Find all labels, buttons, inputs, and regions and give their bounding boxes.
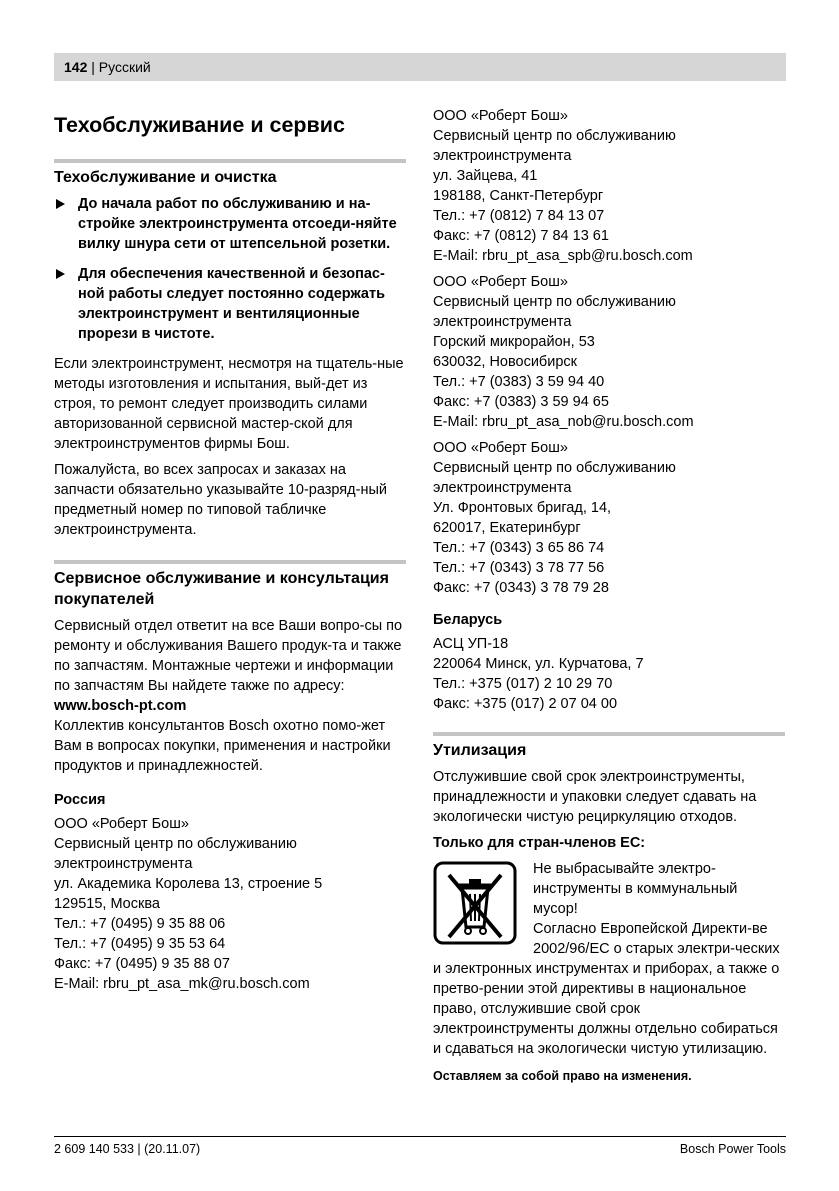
address-line: Тел.: +7 (0343) 3 78 77 56 bbox=[433, 560, 605, 576]
nsk-address bbox=[433, 272, 785, 432]
address-line: электроинструмента bbox=[54, 856, 193, 872]
address-line: 198188, Санкт-Петербург bbox=[433, 188, 604, 204]
address-line: Сервисный центр по обслуживанию bbox=[433, 294, 676, 310]
address-line: Горский микрорайон, 53 bbox=[433, 334, 595, 350]
russia-heading: Россия bbox=[54, 792, 106, 808]
address-line: электроинструмента bbox=[433, 314, 572, 330]
maintenance-paragraph: Пожалуйста, во всех запросах и заказах на запчасти обязательно указывайте 10-разряд-ный предметный номер по типовой табличке электроинструмента. bbox=[54, 462, 387, 538]
address-line: Тел.: +7 (0383) 3 59 94 40 bbox=[433, 374, 605, 390]
address-line: электроинструмента bbox=[433, 148, 572, 164]
header-language: Русский bbox=[98, 59, 151, 75]
address-line: АСЦ УП-18 bbox=[433, 636, 509, 652]
email-line: E-Mail: rbru_pt_asa_nob@ru.bosch.com bbox=[433, 414, 694, 430]
service-heading: Сервисное обслуживание и консультация покупателей bbox=[54, 570, 389, 608]
maintenance-bullet bbox=[54, 194, 406, 254]
address-line: Сервисный центр по обслуживанию bbox=[54, 836, 297, 852]
section-rule bbox=[54, 560, 406, 564]
bullet-text: Для обеспечения качественной и безопас-ной работы следует постоянно содержать электроинструмент и вентиляционные прорези в чистоте. bbox=[78, 266, 385, 342]
russia-address bbox=[54, 814, 406, 994]
address-line: Ул. Фронтовых бригад, 14, bbox=[433, 500, 612, 516]
address-line: ООО «Роберт Бош» bbox=[54, 816, 189, 832]
address-line: Тел.: +7 (0343) 3 65 86 74 bbox=[433, 540, 605, 556]
footer-brand: Bosch Power Tools bbox=[679, 1142, 786, 1156]
email-line: E-Mail: rbru_pt_asa_spb@ru.bosch.com bbox=[433, 248, 693, 264]
website-link[interactable]: www.bosch-pt.com bbox=[54, 698, 187, 714]
email-line: E-Mail: rbru_pt_asa_mk@ru.bosch.com bbox=[54, 976, 310, 992]
address-line: Тел.: +375 (017) 2 10 29 70 bbox=[433, 676, 613, 692]
disposal-paragraph: Отслужившие свой срок электроинструменты, принадлежности и упаковки следует сдавать на экологически чистую рециркуляцию отходов. bbox=[433, 769, 757, 825]
rights-reserved-note: Оставляем за собой право на изменения. bbox=[433, 1069, 692, 1083]
belarus-address bbox=[433, 634, 785, 714]
address-line: Тел.: +7 (0495) 9 35 53 64 bbox=[54, 936, 226, 952]
header-separator: | bbox=[87, 59, 99, 75]
address-line: ул. Зайцева, 41 bbox=[433, 168, 538, 184]
footer-rule bbox=[54, 1136, 786, 1137]
ekb-address bbox=[433, 438, 785, 598]
address-line: 630032, Новосибирск bbox=[433, 354, 577, 370]
maintenance-heading: Техобслуживание и очистка bbox=[54, 169, 277, 186]
address-line: Сервисный центр по обслуживанию bbox=[433, 460, 676, 476]
section-rule bbox=[433, 732, 785, 736]
address-line: Факс: +7 (0383) 3 59 94 65 bbox=[433, 394, 609, 410]
footer-doc-number: 2 609 140 533 | (20.11.07) bbox=[54, 1142, 201, 1156]
crossed-out-bin-icon bbox=[433, 861, 517, 945]
address-line: Факс: +7 (0495) 9 35 88 07 bbox=[54, 956, 230, 972]
address-line: Тел.: +7 (0812) 7 84 13 07 bbox=[433, 208, 605, 224]
page-title: Техобслуживание и сервис bbox=[54, 113, 345, 137]
eu-text: Согласно Европейской Директи-ве 2002/96/ЕС о старых электри-ческих и электронных инструментах и приборах, а также о претво-рении этой директивы в национальное право, отслужившие свой срок электроинструменты должны отдельно собираться и сдаваться на экологически чистую утилизацию. bbox=[433, 921, 780, 1057]
bullet-triangle-icon bbox=[56, 199, 65, 209]
maintenance-paragraph: Если электроинструмент, несмотря на тщатель-ные методы изготовления и испытания, вый-дет из строя, то ремонт следует производить силами авторизованной сервисной мастер-ской для электроинструментов фирмы Бош. bbox=[54, 356, 404, 452]
address-line: ООО «Роберт Бош» bbox=[433, 440, 568, 456]
address-line: 620017, Екатеринбург bbox=[433, 520, 581, 536]
address-line: ООО «Роберт Бош» bbox=[433, 108, 568, 124]
address-line: 129515, Москва bbox=[54, 896, 160, 912]
eu-disposal-block bbox=[433, 859, 785, 1059]
eu-text: Не выбрасывайте электро-инструменты в коммунальный мусор! bbox=[533, 861, 738, 917]
address-line: Сервисный центр по обслуживанию bbox=[433, 128, 676, 144]
eu-heading: Только для стран-членов ЕС: bbox=[433, 835, 646, 851]
left-column bbox=[54, 108, 406, 994]
right-column bbox=[433, 106, 785, 1085]
service-paragraph: Коллектив консультантов Bosch охотно помо-жет Вам в вопросах покупки, применения и настройки продуктов и принадлежностей. bbox=[54, 718, 391, 774]
maintenance-bullet bbox=[54, 264, 406, 344]
bullet-triangle-icon bbox=[56, 269, 65, 279]
section-rule bbox=[54, 159, 406, 163]
address-line: Факс: +7 (0343) 3 78 79 28 bbox=[433, 580, 609, 596]
spb-address bbox=[433, 106, 785, 266]
page-header bbox=[54, 53, 786, 81]
belarus-heading: Беларусь bbox=[433, 612, 503, 628]
bullet-text: До начала работ по обслуживанию и на-стройке электроинструмента отсоеди-няйте вилку шнура сети от штепсельной розетки. bbox=[78, 196, 397, 252]
address-line: Факс: +7 (0812) 7 84 13 61 bbox=[433, 228, 609, 244]
address-line: Факс: +375 (017) 2 07 04 00 bbox=[433, 696, 618, 712]
address-line: ул. Академика Королева 13, строение 5 bbox=[54, 876, 323, 892]
address-line: Тел.: +7 (0495) 9 35 88 06 bbox=[54, 916, 226, 932]
address-line: ООО «Роберт Бош» bbox=[433, 274, 568, 290]
service-paragraph: Сервисный отдел ответит на все Ваши вопро-сы по ремонту и обслуживания Вашего продук-та и также по запчастям. Монтажные чертежи и информации по запчастям Вы найдете также по адресу: bbox=[54, 618, 403, 694]
address-line: 220064 Минск, ул. Курчатова, 7 bbox=[433, 656, 644, 672]
page-number: 142 bbox=[64, 59, 88, 75]
address-line: электроинструмента bbox=[433, 480, 572, 496]
disposal-heading: Утилизация bbox=[433, 742, 527, 759]
